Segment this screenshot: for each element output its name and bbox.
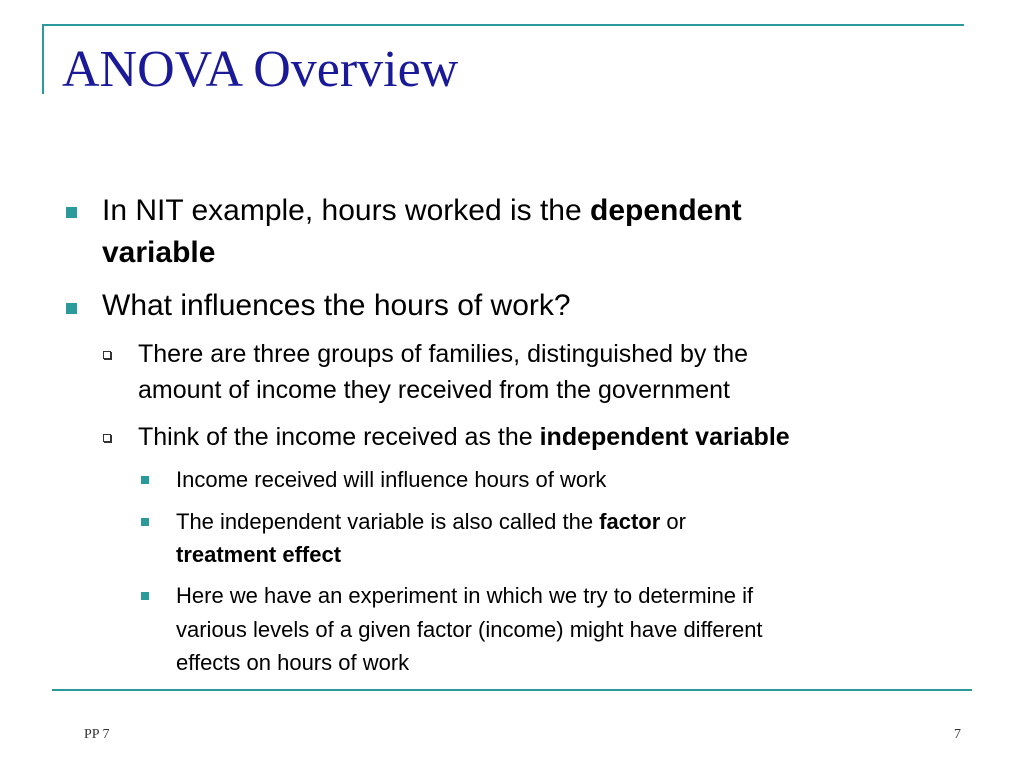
- page-number: 7: [954, 727, 961, 742]
- bullet-1-bold-term: dependent: [590, 194, 742, 227]
- sub-sub-bullet-3-line-2: various levels of a given factor (income) might have different: [176, 617, 763, 642]
- sub-sub-bullet-2-line-1: [176, 505, 686, 539]
- sub-sub-bullet-2-text-after: or: [660, 509, 686, 534]
- square-bullet-icon: [66, 207, 77, 218]
- bullet-1-bold-term-cont: variable: [102, 236, 216, 269]
- sub-sub-bullet-1: Income received will influence hours of work: [176, 467, 607, 492]
- hollow-square-bullet-icon: [103, 351, 111, 359]
- sub-sub-bullet-2-text: The independent variable is also called the: [176, 509, 600, 534]
- sub-bullet-2: [138, 420, 790, 454]
- sub-bullet-1-line-1: There are three groups of families, distinguished by the: [138, 340, 749, 368]
- title-frame-left-rule: [42, 24, 44, 94]
- sub-sub-bullet-2-bold-treatment: treatment effect: [176, 542, 342, 567]
- square-bullet-icon: [141, 518, 149, 526]
- sub-sub-bullet-3-line-3: effects on hours of work: [176, 650, 410, 675]
- sub-bullet-2-bold-term: independent variable: [539, 423, 790, 451]
- bullet-1-line-1: [102, 191, 742, 231]
- square-bullet-icon: [66, 303, 77, 314]
- title-frame-top-rule: [42, 24, 964, 26]
- bullet-1-line-2: [102, 233, 215, 273]
- hollow-square-bullet-icon: [103, 434, 111, 442]
- square-bullet-icon: [141, 476, 149, 484]
- bullet-2: What influences the hours of work?: [102, 289, 571, 322]
- footer-left-label: PP 7: [84, 727, 110, 742]
- sub-bullet-1-line-2: amount of income they received from the government: [138, 376, 730, 404]
- slide-title: ANOVA Overview: [62, 41, 459, 98]
- bullet-1-text: In NIT example, hours worked is the: [102, 194, 590, 227]
- sub-bullet-2-text: Think of the income received as the: [138, 423, 540, 451]
- footer-rule: [52, 689, 972, 691]
- sub-sub-bullet-3-line-1: Here we have an experiment in which we try to determine if: [176, 583, 754, 608]
- square-bullet-icon: [141, 592, 149, 600]
- sub-sub-bullet-2-bold-factor: factor: [599, 509, 661, 534]
- sub-sub-bullet-2-line-2: [176, 538, 341, 572]
